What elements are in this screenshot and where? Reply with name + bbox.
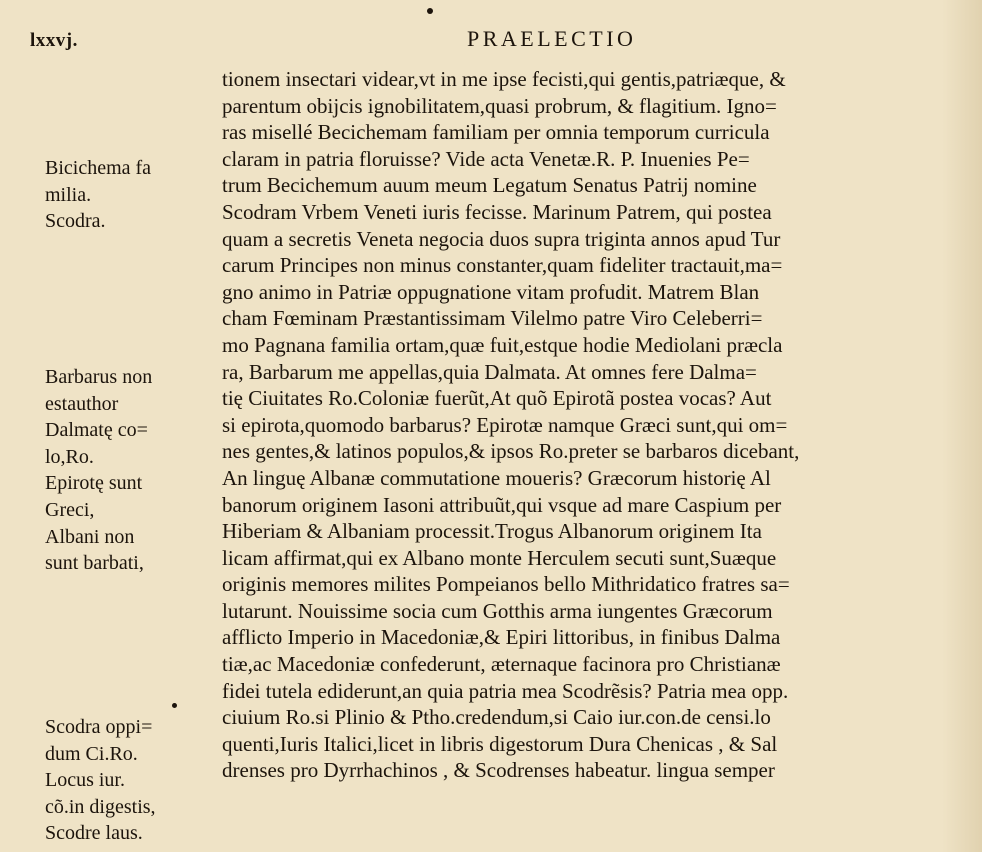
main-text-block <box>222 66 928 784</box>
margin-note-line: Scodra. <box>45 210 106 233</box>
text-line: licam affirmat,qui ex Albano monte Herculem secuti sunt,Suæque <box>222 545 777 570</box>
margin-note-line: Scodra oppi= <box>45 716 153 738</box>
text-line: quam a secretis Veneta negocia duos supra triginta annos apud Tur <box>222 226 781 251</box>
text-line: parentum obijcis ignobilitatem,quasi probrum, & flagitium. Igno= <box>222 93 777 118</box>
text-line: An linguę Albanæ commutatione moueris? Græcorum historię Al <box>222 465 771 490</box>
margin-note-line: lo,Ro. <box>45 445 94 468</box>
margin-note-bicichema <box>45 155 151 235</box>
text-line: drenses pro Dyrrhachinos , & Scodrenses habeatur. lingua semper <box>222 758 775 783</box>
text-line: nes gentes,& latinos populos,& ipsos Ro.preter se barbaros dicebant, <box>222 439 800 464</box>
margin-note-line: cõ.in digestis, <box>45 795 156 818</box>
text-line: gno animo in Patriæ oppugnatione vitam profudit. Matrem Blan <box>222 279 760 304</box>
text-line: lutarunt. Nouissime socia cum Gotthis arma iungentes Græcorum <box>222 598 773 623</box>
margin-note-line: dum Ci.Ro. <box>45 742 138 765</box>
margin-note-line: sunt barbati, <box>45 552 144 575</box>
margin-note-line: milia. <box>45 183 92 206</box>
margin-note-line: Dalmatę co= <box>45 419 148 442</box>
text-line: tię Ciuitates Ro.Coloniæ fuerũt,At quõ Epirotã postea vocas? Aut <box>222 386 772 411</box>
running-head: PRAELECTIO <box>467 26 637 51</box>
margin-note-line: estauthor <box>45 392 119 415</box>
page-edge-shadow <box>942 0 982 852</box>
text-line: ciuium Ro.si Plinio & Ptho.credendum,si Caio iur.con.de censi.lo <box>222 705 771 730</box>
text-line: quenti,Iuris Italici,licet in libris digestorum Dura Chenicas , & Sal <box>222 731 778 756</box>
text-line: claram in patria floruisse? Vide acta Venetæ.R. P. Inuenies Pe= <box>222 146 750 171</box>
text-line: Scodram Vrbem Veneti iuris fecisse. Marinum Patrem, qui postea <box>222 199 772 224</box>
margin-note-line: Bicichema fa <box>45 157 152 179</box>
text-line: mo Pagnana familia ortam,quæ fuit,estque hodie Mediolani præcla <box>222 332 783 357</box>
text-line: Hiberiam & Albaniam processit.Trogus Albanorum originem Ita <box>222 519 762 544</box>
margin-note-line: Barbarus non <box>45 366 153 388</box>
text-line: originis memores milites Pompeianos bello Mithridatico fratres sa= <box>222 572 790 597</box>
text-line: cham Fœminam Præstantissimam Vilelmo patre Viro Celeberri= <box>222 306 763 331</box>
text-line: trum Becichemum auum meum Legatum Senatus Patrij nomine <box>222 173 757 198</box>
margin-note-line: Epirotę sunt <box>45 472 143 495</box>
margin-note-line: Locus iur. <box>45 769 125 792</box>
margin-note-line: Scodre laus. <box>45 822 143 845</box>
text-line: tiæ,ac Macedoniæ confederunt, æternaque facinora pro Christianæ <box>222 652 781 677</box>
text-line: banorum originem Iasoni attribuũt,qui vsque ad mare Caspium per <box>222 492 782 517</box>
text-line: carum Principes non minus constanter,quam fideliter tractauit,ma= <box>222 253 783 278</box>
text-line: tionem insectari videar,vt in me ipse fecisti,qui gentis,patriæque, & <box>222 67 786 91</box>
ink-dot <box>427 8 433 14</box>
stray-ink-dot <box>172 703 177 708</box>
page-folio: lxxvj. <box>30 30 78 51</box>
text-line: si epirota,quomodo barbarus? Epirotæ namque Græci sunt,qui om= <box>222 412 788 437</box>
margin-note-line: Albani non <box>45 525 135 548</box>
text-line: fidei tutela ediderunt,an quia patria mea Scodrẽsis? Patria mea opp. <box>222 678 789 703</box>
text-line: ras misellé Becichemam familiam per omnia temporum curricula <box>222 120 770 145</box>
margin-note-barbarus <box>45 364 152 577</box>
text-line: ra, Barbarum me appellas,quia Dalmata. At omnes fere Dalma= <box>222 359 757 384</box>
margin-note-scodra <box>45 714 156 847</box>
margin-note-line: Greci, <box>45 498 95 521</box>
text-line: afflicto Imperio in Macedoniæ,& Epiri littoribus, in finibus Dalma <box>222 625 781 650</box>
